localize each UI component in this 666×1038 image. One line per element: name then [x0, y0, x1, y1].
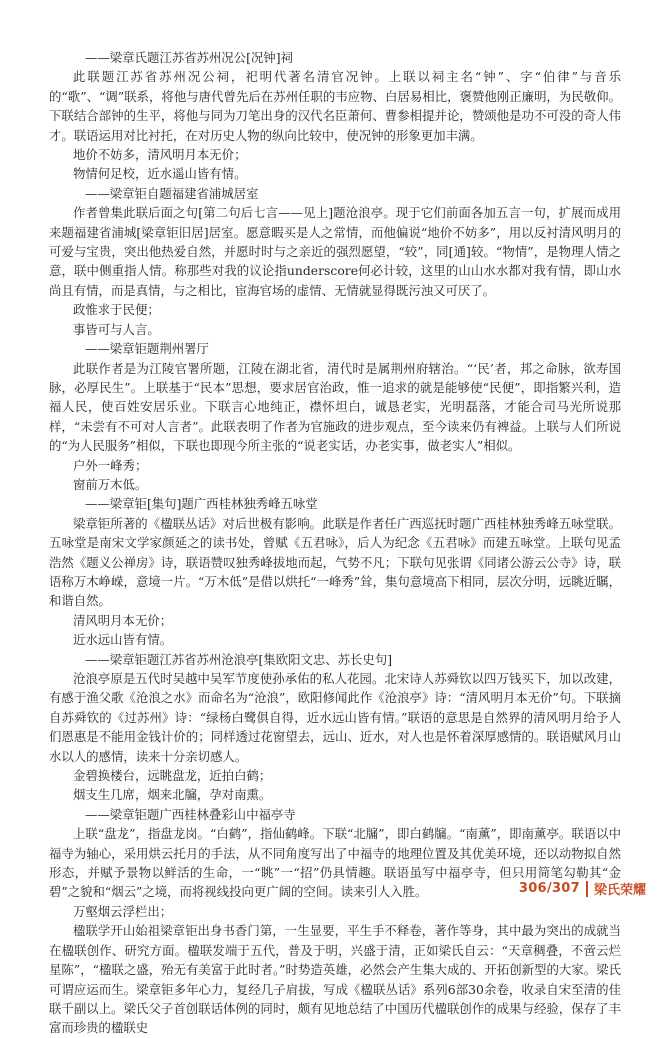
couplet-line: 物情何足校，近水遥山皆有情。 [73, 166, 247, 182]
body-paragraph: 上联“盘龙”，指盘龙岗。“白鹤”，指仙鹤峰。下联“北牖”，即白鹤牖。“南薰”，即南薰亭。联语以中福寺为轴心，采用烘云托月的手法，从不同角度写出了中福寺的地理位置及其优美环境，还以动物拟自然形态，并赋予景物以鲜活的生命，一“眺”一“招”仍具情趣。联语虽写中福亭寺，但只用简笔勾勒其“金碧”之貌和“烟云”之境，而将视线投向更广阔的空间。读来引人入胜。 [49, 826, 621, 900]
couplet-line: 烟支生几席，烟来北牖，孕对南熏。 [73, 787, 272, 803]
body-paragraph: 此联题江苏省苏州况公祠，祀明代著名清官况钟。上联以祠主名“钟”、字“伯律”与音乐的“歌”、“调”联系，将他与唐代曾先后在苏州任职的韦应物、白居易相比，褒赞他刚正廉明，为民敬仰。下联结合部钟的生平，将他与同为刀笔出身的汉代名臣萧何、曹参相提并论，赞颂他是功不可没的奇人伟才。联语运用对比衬托，在对历史人物的纵向比较中，使况钟的形象更加丰满。 [49, 69, 621, 143]
series-title: 梁氏荣耀 [593, 883, 646, 898]
attribution-line: ——梁章钜题荆州署厅 [85, 341, 209, 357]
couplet-line: 金碧换楼台，远眺盘龙，近拍白鹤； [73, 768, 272, 784]
couplet-line: 户外一峰秀； [73, 457, 148, 473]
body-paragraph: 此联作者是为江陵官署所题，江陵在湖北省，清代时是属荆州府辖治。“‘民’者，邦之命脉，欲寿国脉，必厚民生”。上联基于“民本”思想，要求居官治政，惟一追求的就是能够使“民便”，即指繁兴利，造福人民，使百姓安居乐业。下联言心地纯正，襟怀坦白，诚恳老实，光明磊落，才能合司马光所说那样，“未尝有不可对人言者”。此联表明了作者为官施政的进步观点，至今读来仍有裨益。上联与人们所说的“为人民服务”相似，下联也即现今所主张的“说老实话，办老实事，做老实人”相似。 [49, 360, 621, 454]
couplet-line: 政惟求于民便； [73, 302, 160, 318]
attribution-line: ——梁章钜[集句]题广西桂林独秀峰五咏堂 [85, 496, 318, 512]
couplet-line: 万壑烟云浮栏出； [73, 903, 173, 919]
body-paragraph: 楹联学开山始祖梁章钜出身书香门第，一生显要，平生手不释卷，著作等身，其中最为突出的成就当在楹联创作、研究方面。楹联发端于五代，普及于明，兴盛于清，正如梁氏自云：“天章稠叠，不啻云烂星陈”，“楹联之盛，殆无有美富于此时者。”时势造英雄，必然会产生集大成的、开拓创新型的大家。梁氏可谓应运而生。梁章钜多年心力，复经几子肩拔，写成《楹联丛话》系列6部30余卷，收录自宋至清的佳联千副以上。梁氏父子首创联话体例的同时，颇有见地总结了中国历代楹联创作的成果与经验，保存了丰富而珍贵的楹联史 [49, 923, 621, 1036]
attribution-line: ——梁章氏题江苏省苏州况公[况钟]祠 [85, 50, 293, 65]
couplet-line: 近水远山皆有情。 [73, 632, 173, 648]
attribution-line: ——梁章钜题广西桂林叠彩山中福亭寺 [85, 806, 296, 822]
body-paragraph: 沧浪亭原是五代时吴越中吴军节度使孙承佑的私人花园。北宋诗人苏舜钦以四万钱买下，加以改建，有感于渔父歌《沧浪之水》而命名为“沧浪”，欧阳修闻此作《沧浪亭》诗：“清风明月本无价”句。下联摘自苏舜钦的《过苏州》诗：“绿杨白鹭俱自得，近水远山皆有情。”联语的意思是自然界的清风明月给予人们恩惠是不能用金钱计价的；同样透过花窗望去，远山、近水，对人也是怀着深厚感情的。联语赋风月山水以人的感情，读来十分亲切感人。 [49, 671, 621, 764]
couplet-line: 地价不妨多，清风明月本无价； [73, 147, 247, 163]
footer-divider [586, 881, 588, 897]
attribution-line: ——梁章钜题江苏省苏州沧浪亭[集欧阳文忠、苏长史句] [85, 651, 393, 667]
body-paragraph: 作者曾集此联后面之句[第二句后七言——见上]题沧浪亭。现于它们前面各加五言一句，扩展而成用来题福建省浦城[梁章钜旧居]居室。愿意暇买是人之常情，而他偏说“地价不妨多”，用以反衬清风明月的可爱与宝贵，突出他热爱自然，并愿时时与之亲近的强烈愿望，“较”，同[通]较。“物情”，是物理人情之意，联中侧重指人情。称那些对我的议论指underscore何必计较，这里的山山水水都对我有情，即山水尚且有情，而是真情，与之相比，宦海官场的虚情、无情就显得既污浊又可厌了。 [49, 205, 621, 298]
couplet-line: 窗前万木低。 [73, 476, 148, 492]
attribution-line: ——梁章钜自题福建省浦城居室 [85, 185, 259, 201]
couplet-line: 事皆可与人言。 [73, 321, 160, 337]
couplet-line: 清风明月本无价； [73, 612, 173, 628]
page-number: 306/307 [518, 881, 580, 896]
body-paragraph: 梁章钜所著的《楹联丛话》对后世极有影响。此联是作者任广西巡抚时题广西桂林独秀峰五咏堂联。五咏堂是南宋文学家颜延之的读书处，曾赋《五君咏》，后人为纪念《五君咏》而建五咏堂。上联句见孟浩然《题义公禅房》诗，联语赞叹独秀峰拔地而起，气势不凡；下联句见张谓《同诸公游云公寺》诗，联语称万木峥嵘，意境一片。“万木低”是借以烘托“一峰秀”耸，集句意境高下相同，层次分明，远眺近瞩，和谐自然。 [49, 515, 621, 609]
page-footer [519, 879, 646, 898]
